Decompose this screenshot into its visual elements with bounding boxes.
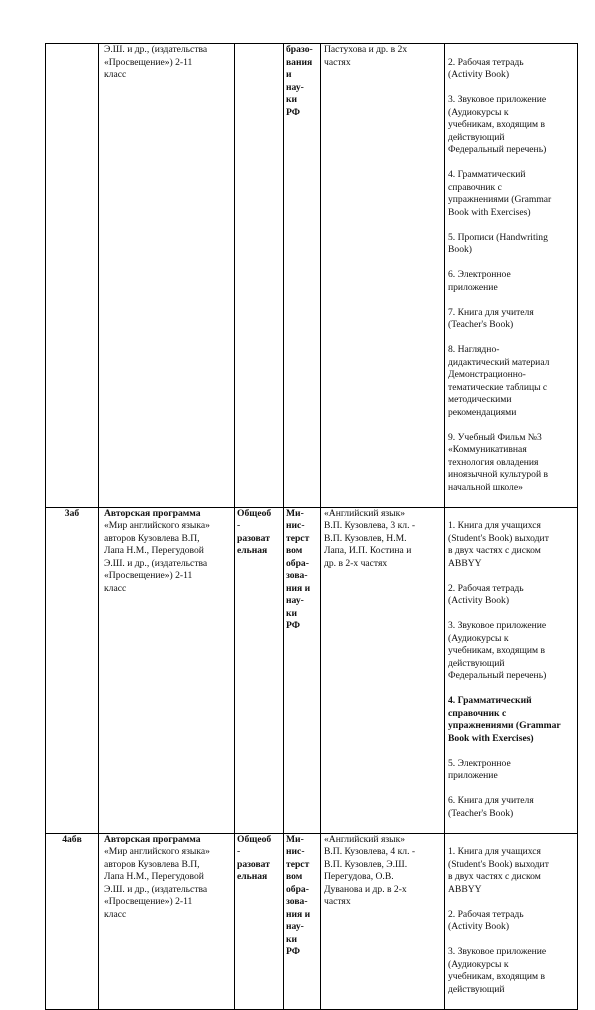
level-cell: Ми- нис- терст вом обра- зова- ния и нау- ки РФ xyxy=(284,507,321,833)
class-cell: 4абв xyxy=(46,833,99,1009)
material-item: 6. Электронное приложение xyxy=(448,269,511,293)
materials-cell xyxy=(445,833,578,1009)
type-cell: Общеоб - разоват ельная xyxy=(235,833,284,1009)
material-item: 5. Прописи (Handwriting Book) xyxy=(448,231,548,255)
table-row xyxy=(46,44,578,508)
material-item: 3. Звуковое приложение (Аудиокурсы к учебникам, входящим в действующий Федеральный перечень) xyxy=(448,620,547,681)
material-item: 4. Грамматический справочник с упражнениями (Grammar Book with Exercises) xyxy=(448,169,552,218)
textbook-cell: «Английский язык» В.П. Кузовлева, 4 кл. - В.П. Кузовлев, Э.Ш. Перегудова, О.В. Дуванова и др. в 2-х частях xyxy=(321,833,445,1009)
program-title: Авторская программа xyxy=(104,833,201,845)
table-row xyxy=(46,507,578,833)
level-cell: бразо- вания и нау- ки РФ xyxy=(284,44,321,508)
textbook-cell: «Английский язык» В.П. Кузовлева, 3 кл. - В.П. Кузовлев, Н.М. Лапа, И.П. Костина и др. в 2-х частях xyxy=(321,507,445,833)
materials-cell xyxy=(445,507,578,833)
material-item: 8. Наглядно- дидактический материал Демонстрационно- тематические таблицы с методическими рекомендациями xyxy=(448,344,550,418)
type-cell xyxy=(235,44,284,508)
type-cell: Общеоб - разоват ельная xyxy=(235,507,284,833)
program-cell xyxy=(99,507,235,833)
material-item: 3. Звуковое приложение (Аудиокурсы к учебникам, входящим в действующий xyxy=(448,946,547,995)
class-cell: 3аб xyxy=(46,507,99,833)
program-text: «Мир английского языка» авторов Кузовлева В.П, Лапа Н.М., Перегудовой Э.Ш. и др., (издательства «Просвещение») 2-11 класс xyxy=(104,520,210,594)
material-item: 9. Учебный Фильм №3 «Коммуникативная технология овладения иноязычной культурой в начальной школе» xyxy=(448,431,549,493)
material-item: 2. Рабочая тетрадь (Activity Book) xyxy=(448,56,524,80)
material-item: 2. Рабочая тетрадь (Activity Book) xyxy=(448,582,524,606)
program-cell xyxy=(99,44,235,508)
material-item: 1. Книга для учащихся (Student's Book) выходит в двух частях с диском ABBYY xyxy=(448,846,549,895)
program-cell xyxy=(99,833,235,1009)
material-item: 5. Электронное приложение xyxy=(448,757,511,781)
textbook-cell: Пастухова и др. в 2х частях xyxy=(321,44,445,508)
level-cell: Ми- нис- терст вом обра- зова- ния и нау- ки РФ xyxy=(284,833,321,1009)
material-item: 6. Книга для учителя (Teacher's Book) xyxy=(448,795,534,819)
class-cell xyxy=(46,44,99,508)
program-title: Авторская программа xyxy=(104,507,201,519)
materials-cell xyxy=(445,44,578,508)
material-item: 3. Звуковое приложение (Аудиокурсы к учебникам, входящим в действующий Федеральный перечень) xyxy=(448,94,547,155)
table-row xyxy=(46,833,578,1009)
material-item: 1. Книга для учащихся (Student's Book) выходит в двух частях с диском ABBYY xyxy=(448,520,549,569)
program-text: «Мир английского языка» авторов Кузовлева В.П, Лапа Н.М., Перегудовой Э.Ш. и др., (издательства «Просвещение») 2-11 класс xyxy=(104,846,210,920)
material-item: 2. Рабочая тетрадь (Activity Book) xyxy=(448,908,524,932)
material-item: 4. Грамматический справочник с упражнениями (Grammar Book with Exercises) xyxy=(448,695,561,744)
program-text: Э.Ш. и др., (издательства «Просвещение») 2-11 класс xyxy=(104,44,208,80)
curriculum-table xyxy=(45,43,578,1010)
material-item: 7. Книга для учителя (Teacher's Book) xyxy=(448,306,534,330)
